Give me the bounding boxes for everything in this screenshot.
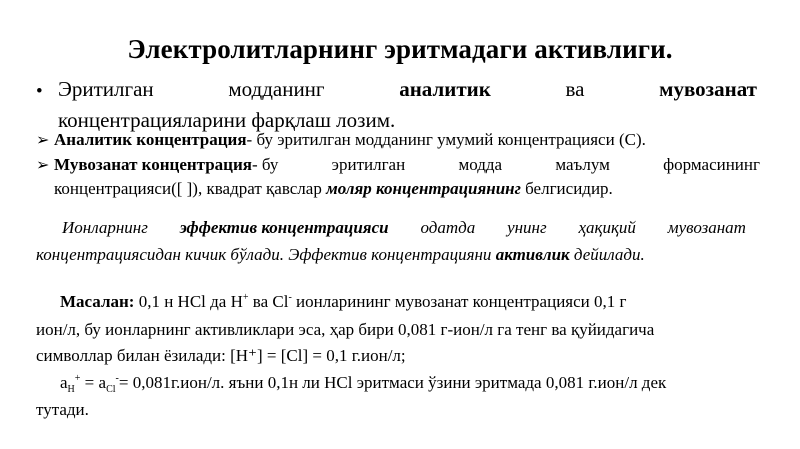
arrow-bullet-icon: ➢ xyxy=(36,157,50,174)
italic-word: одатда xyxy=(420,218,476,237)
definition-body: белгисидир. xyxy=(520,179,613,198)
definition-body: - бу xyxy=(251,155,279,174)
superscript: - xyxy=(288,292,292,303)
superscript: - xyxy=(115,373,119,384)
definition-word: эритилган xyxy=(331,155,406,174)
definition-equilibrium-line-2 xyxy=(54,179,774,199)
bullet-line-1 xyxy=(58,77,757,102)
example-text: = a xyxy=(80,373,107,392)
italic-word: Ионларнинг xyxy=(62,218,148,237)
example-text: a xyxy=(60,373,68,392)
subscript: H xyxy=(67,384,75,395)
definition-body: - бу эритилган модданинг умумий концентрацияси (С). xyxy=(246,130,646,149)
bullet-word: Эритилган xyxy=(58,77,154,101)
italic-word-bold: активлик xyxy=(495,245,570,264)
definition-body: концентрацияси([ ]), квадрат қавслар xyxy=(54,179,327,198)
definition-term: Мувозанат концентрация xyxy=(54,155,252,174)
bullet-word-bold: аналитик xyxy=(399,77,491,101)
definition-word: формасининг xyxy=(663,155,760,174)
arrow-bullet-icon: ➢ xyxy=(36,132,50,149)
italic-body: концентрациясидан кичик бўлади. Эффектив концентрацияни xyxy=(36,245,496,264)
italic-word: унинг xyxy=(507,218,547,237)
example-line-1 xyxy=(60,292,766,312)
bullet-word: модданинг xyxy=(228,77,325,101)
example-text: 0,1 н HCl да H xyxy=(134,292,243,311)
example-text: = 0,081г.ион/л. яъни 0,1н ли HCl эритмаси ўзини эритмада 0,081 г.ион/л дек xyxy=(118,373,667,392)
italic-word: мувозанат xyxy=(667,218,746,237)
definition-analytic-text xyxy=(54,130,774,150)
example-line-2: ион/л, бу ионларнинг активликлари эса, ҳар бири 0,081 г-ион/л га тенг ва қуйидагича xyxy=(36,320,655,339)
bullet-dot-icon: • xyxy=(36,81,43,102)
definition-word: модда xyxy=(458,155,503,174)
definition-equilibrium-line-1 xyxy=(54,155,760,175)
definition-emphasis: моляр концентрациянинг xyxy=(326,179,521,198)
superscript: + xyxy=(242,292,249,303)
example-line-3: символлар билан ёзилади: [H⁺] = [Cl] = 0,1 г.ион/л; xyxy=(36,346,406,365)
example-line-4 xyxy=(60,373,766,395)
definition-word xyxy=(54,155,278,175)
example-text: ионларининг мувозанат концентрацияси 0,1 г xyxy=(291,292,627,311)
italic-word: ҳақиқий xyxy=(578,218,636,237)
definition-word: маълум xyxy=(555,155,610,174)
example-text: ва Cl xyxy=(248,292,289,311)
superscript: + xyxy=(74,373,81,384)
definition-term: Аналитик концентрация xyxy=(54,130,247,149)
bullet-word-bold: мувозанат xyxy=(659,77,757,101)
italic-paragraph-line-2 xyxy=(36,245,746,265)
bullet-word: ва xyxy=(565,77,585,101)
bullet-line-2: концентрацияларини фарқлаш лозим. xyxy=(58,108,396,132)
italic-paragraph-line-1 xyxy=(62,218,746,238)
italic-body: дейилади. xyxy=(569,245,645,264)
italic-word-bold: эффектив концентрацияси xyxy=(179,218,389,237)
slide-title: Электролитларнинг эритмадаги активлиги. xyxy=(127,34,673,64)
example-label: Масалан: xyxy=(60,292,135,311)
example-line-5: тутади. xyxy=(36,400,89,419)
subscript: Cl xyxy=(106,384,116,395)
